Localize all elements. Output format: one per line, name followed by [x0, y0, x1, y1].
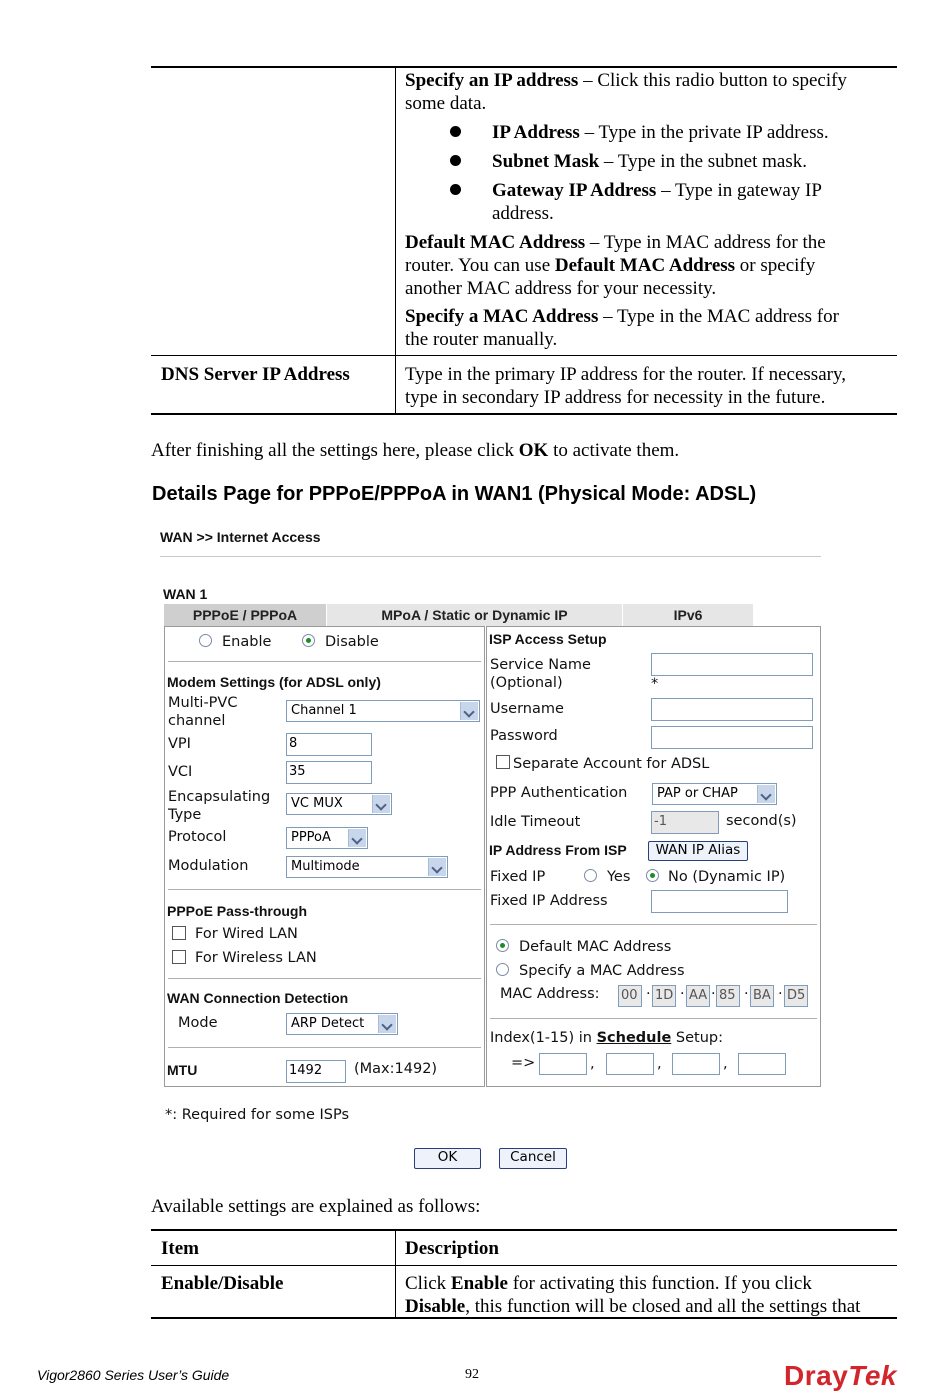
mac-octet-6[interactable]: D5	[784, 985, 808, 1007]
mac-octet-2[interactable]: 1D	[652, 985, 676, 1007]
mac-separator: ·	[646, 986, 651, 1002]
required-asterisk: *	[651, 676, 659, 692]
encap-select[interactable]: VC MUX	[286, 793, 392, 815]
service-name-label: Service Name (Optional)	[490, 657, 591, 691]
header-description: Description	[405, 1238, 499, 1259]
mac-separator: ·	[711, 986, 716, 1002]
vpi-label: VPI	[168, 736, 191, 752]
ip-from-isp-title: IP Address From ISP	[489, 842, 627, 858]
bullet-ip-address: IP Address – Type in the private IP address.	[492, 122, 829, 143]
encap-label: Encapsulating Type	[168, 789, 271, 823]
breadcrumb-rule	[160, 556, 821, 557]
isp-title: ISP Access Setup	[489, 631, 607, 647]
enable-label: Enable	[222, 634, 272, 650]
wired-lan-checkbox[interactable]	[172, 926, 186, 940]
separate-account-label: Separate Account for ADSL	[513, 756, 710, 772]
default-mac-radio[interactable]	[496, 939, 509, 952]
vci-input[interactable]: 35	[286, 761, 372, 784]
after-settings-text: After finishing all the settings here, please click OK to activate them.	[151, 440, 680, 461]
separator	[490, 924, 817, 925]
separator	[168, 661, 481, 662]
idle-timeout-input[interactable]: -1	[651, 811, 719, 834]
idle-timeout-label: Idle Timeout	[490, 814, 581, 830]
tab-pppoe[interactable]: PPPoE / PPPoA	[164, 604, 327, 626]
passthrough-title: PPPoE Pass-through	[167, 903, 308, 919]
specify-mac-radio[interactable]	[496, 963, 509, 976]
mtu-label: MTU	[167, 1062, 198, 1078]
top-table-row-rule	[151, 355, 897, 356]
bullet-gateway: Gateway IP Address – Type in gateway IP address.	[492, 180, 822, 224]
chevron-down-icon	[460, 702, 478, 720]
default-mac-label: Default MAC Address	[519, 939, 672, 955]
mode-select[interactable]: ARP Detect	[286, 1013, 398, 1035]
ok-button[interactable]: OK	[414, 1148, 481, 1169]
disable-radio[interactable]	[302, 634, 315, 647]
section-heading: Details Page for PPPoE/PPPoA in WAN1 (Physical Mode: ADSL)	[152, 483, 757, 505]
conn-detect-title: WAN Connection Detection	[167, 990, 349, 1006]
breadcrumb: WAN >> Internet Access	[160, 529, 321, 545]
modulation-select[interactable]: Multimode	[286, 856, 448, 878]
top-table-divider	[395, 67, 396, 415]
password-label: Password	[490, 728, 558, 744]
username-input[interactable]	[651, 698, 813, 721]
disable-label: Disable	[325, 634, 379, 650]
bullet-icon	[450, 155, 461, 166]
comma: ,	[723, 1056, 728, 1072]
footer-guide-title: Vigor2860 Series User’s Guide	[37, 1367, 230, 1383]
chevron-down-icon	[428, 858, 446, 876]
available-text: Available settings are explained as follows:	[151, 1196, 481, 1217]
cancel-button[interactable]: Cancel	[499, 1148, 567, 1169]
multi-pvc-select[interactable]: Channel 1	[286, 700, 480, 722]
separator	[490, 1018, 817, 1019]
footnote: *: Required for some ISPs	[165, 1107, 350, 1123]
dns-item: DNS Server IP Address	[161, 364, 350, 385]
mac-octet-3[interactable]: AA	[686, 985, 710, 1007]
comma: ,	[590, 1056, 595, 1072]
chevron-down-icon	[378, 1015, 396, 1033]
mac-address-label: MAC Address:	[500, 986, 600, 1002]
bottom-table-divider	[395, 1230, 396, 1319]
separator	[168, 1047, 481, 1048]
fixed-ip-label: Fixed IP	[490, 869, 546, 885]
vci-label: VCI	[168, 764, 193, 780]
wireless-lan-label: For Wireless LAN	[195, 950, 317, 966]
fixed-ip-address-label: Fixed IP Address	[490, 893, 608, 909]
bullet-icon	[450, 184, 461, 195]
schedule-index-1[interactable]	[539, 1053, 587, 1075]
multi-pvc-label: Multi-PVC channel	[168, 695, 238, 729]
password-input[interactable]	[651, 726, 813, 749]
wan-label: WAN 1	[163, 586, 208, 602]
specify-ip-desc: Specify an IP address – Click this radio button to specify some data.	[405, 70, 847, 114]
protocol-label: Protocol	[168, 829, 227, 845]
row-description: Click Enable for activating this function. If you click Disable, this function will be closed and all the settings that	[405, 1273, 861, 1317]
schedule-link[interactable]: Schedule	[596, 1030, 672, 1046]
tab-mpoa[interactable]: MPoA / Static or Dynamic IP	[327, 604, 623, 626]
bullet-icon	[450, 126, 461, 137]
page-number: 92	[465, 1367, 479, 1382]
header-item: Item	[161, 1238, 199, 1259]
tab-ipv6[interactable]: IPv6	[623, 604, 754, 626]
ppp-auth-select[interactable]: PAP or CHAP	[652, 783, 777, 805]
fixed-ip-yes-label: Yes	[607, 869, 631, 885]
mtu-max: (Max:1492)	[354, 1061, 438, 1077]
fixed-ip-no-radio[interactable]	[646, 869, 659, 882]
row-item: Enable/Disable	[161, 1273, 284, 1294]
vpi-input[interactable]: 8	[286, 733, 372, 756]
service-name-input[interactable]	[651, 653, 813, 676]
wireless-lan-checkbox[interactable]	[172, 950, 186, 964]
bottom-table-bottom-rule	[151, 1317, 897, 1319]
chevron-down-icon	[757, 785, 775, 803]
specify-mac-label: Specify a MAC Address	[519, 963, 685, 979]
mtu-input[interactable]: 1492	[286, 1060, 346, 1083]
fixed-ip-address-input[interactable]	[651, 890, 788, 913]
chevron-down-icon	[372, 795, 390, 813]
mac-octet-4[interactable]: 85	[716, 985, 740, 1007]
bottom-table-header-rule	[151, 1265, 897, 1266]
chevron-down-icon	[348, 829, 366, 847]
default-mac-desc: Default MAC Address – Type in MAC address for the router. You can use Default MAC Address or specify another MAC address for your necessity.	[405, 232, 826, 299]
separate-account-checkbox[interactable]	[496, 755, 510, 769]
wan-ip-alias-button[interactable]: WAN IP Alias	[648, 841, 748, 861]
modulation-label: Modulation	[168, 858, 249, 874]
schedule-index-4[interactable]	[738, 1053, 786, 1075]
mode-label: Mode	[178, 1015, 218, 1031]
protocol-select[interactable]: PPPoA	[286, 827, 368, 849]
fixed-ip-no-label: No (Dynamic IP)	[668, 869, 786, 885]
mac-separator: ·	[744, 986, 749, 1002]
top-table-top-rule	[151, 66, 897, 68]
schedule-index-label: Index(1-15) in Schedule Setup:	[490, 1030, 723, 1046]
modem-settings-title: Modem Settings (for ADSL only)	[167, 674, 381, 690]
schedule-index-2[interactable]	[606, 1053, 654, 1075]
mac-separator: ·	[778, 986, 783, 1002]
separator	[168, 889, 481, 890]
bottom-table-top-rule	[151, 1229, 897, 1231]
bullet-subnet-mask: Subnet Mask – Type in the subnet mask.	[492, 151, 807, 172]
top-table-bottom-rule	[151, 413, 897, 415]
mac-separator: ·	[680, 986, 685, 1002]
specify-mac-desc: Specify a MAC Address – Type in the MAC address for the router manually.	[405, 306, 839, 350]
schedule-arrow: =>	[511, 1055, 536, 1071]
username-label: Username	[490, 701, 564, 717]
ppp-auth-label: PPP Authentication	[490, 785, 628, 801]
schedule-index-3[interactable]	[672, 1053, 720, 1075]
wired-lan-label: For Wired LAN	[195, 926, 298, 942]
mac-octet-5[interactable]: BA	[750, 985, 774, 1007]
fixed-ip-yes-radio[interactable]	[584, 869, 597, 882]
comma: ,	[657, 1056, 662, 1072]
dns-desc: Type in the primary IP address for the router. If necessary, type in secondary IP address for necessity in the future.	[405, 364, 846, 408]
mac-octet-1[interactable]: 00	[618, 985, 642, 1007]
separator	[168, 978, 481, 979]
draytek-logo: DrayTek	[784, 1360, 897, 1391]
enable-radio[interactable]	[199, 634, 212, 647]
idle-timeout-unit: second(s)	[726, 813, 797, 829]
